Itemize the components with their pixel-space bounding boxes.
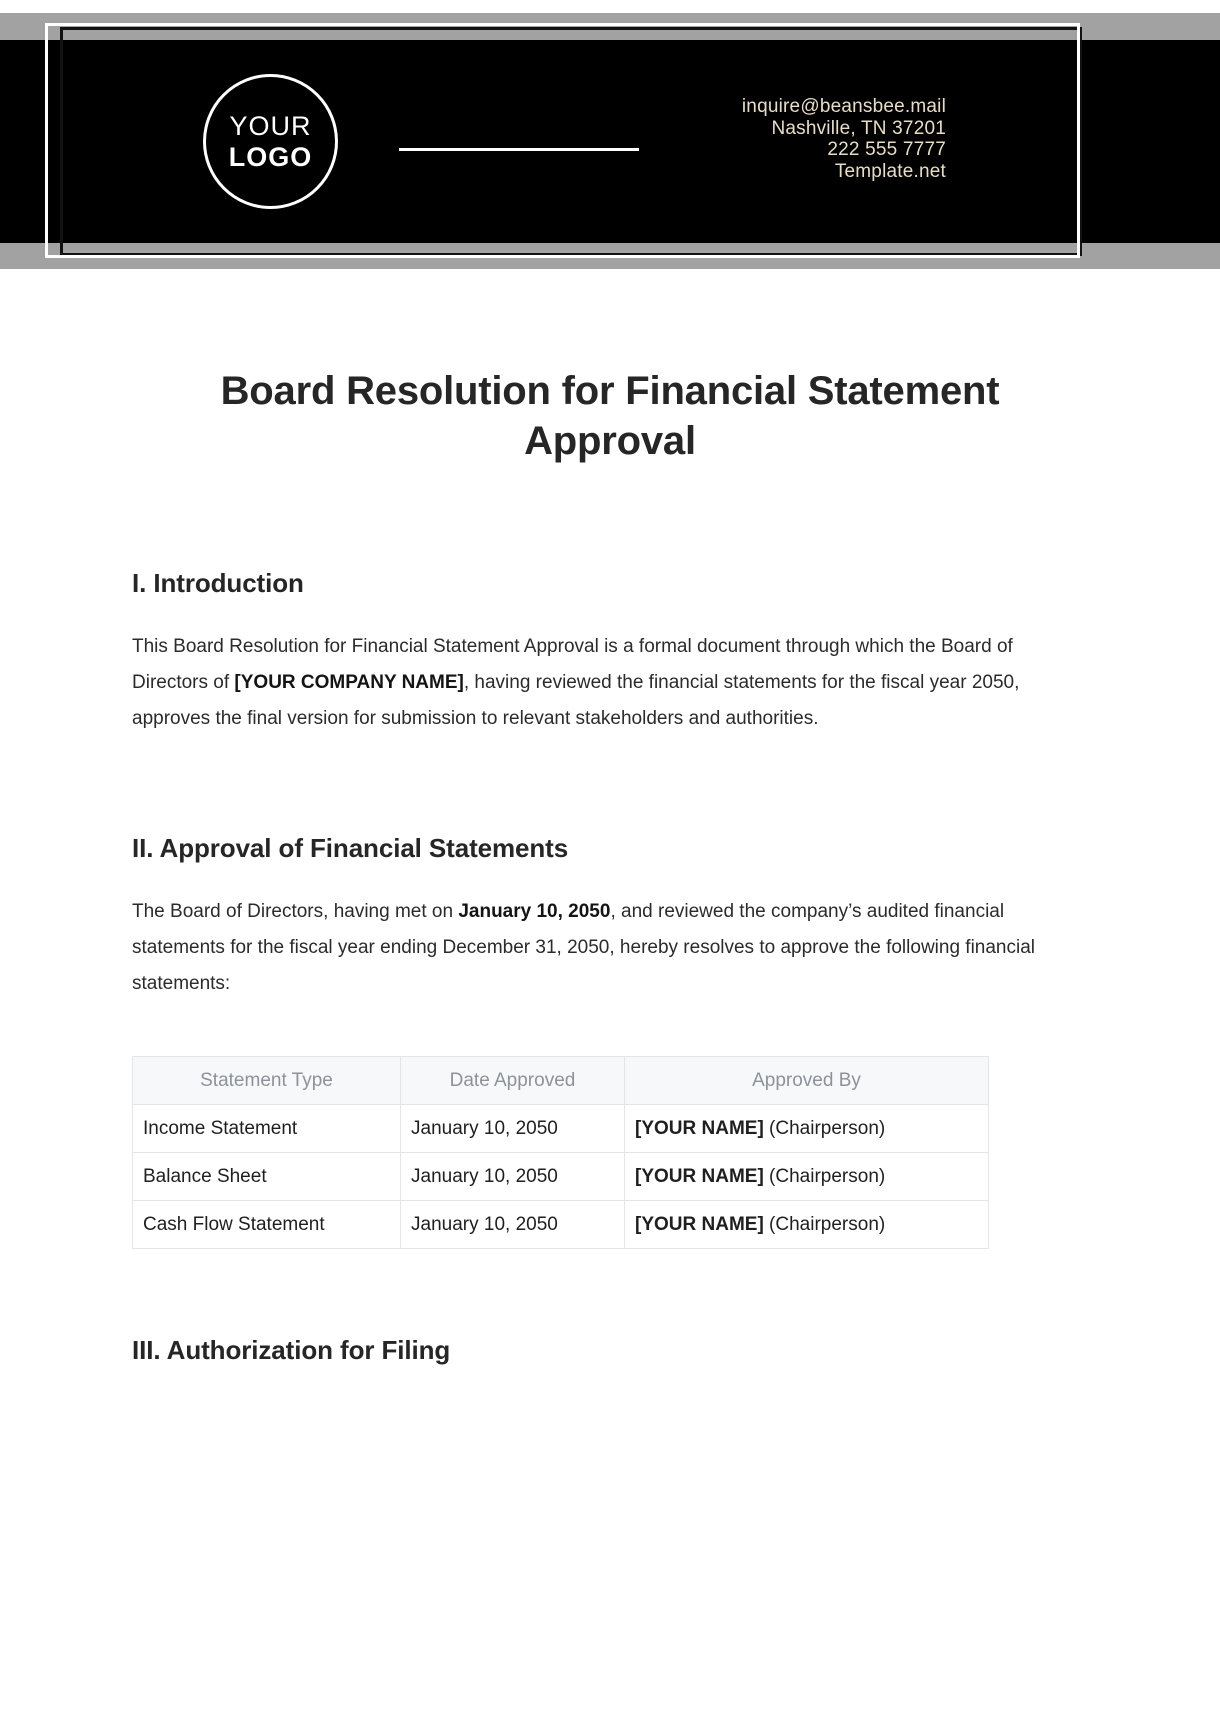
text-run: , and reviewed the company’s audited financial statements for the fiscal year ending December 31, 2050, hereby resolves to approve the following financial statements: <box>132 901 1036 994</box>
logo-line-your: YOUR <box>229 111 312 142</box>
approved-by-role: (Chairperson) <box>763 1213 886 1235</box>
header-contact-block <box>486 96 946 182</box>
text-run: , having reviewed the financial statements for the fiscal year 2050, approves the final version for submission to relevant stakeholders and authorities. <box>132 672 1020 729</box>
approved-by-name: [YOUR NAME] <box>635 1165 764 1187</box>
logo-line-logo: LOGO <box>228 141 313 172</box>
cell-statement-type: Balance Sheet <box>133 1153 401 1201</box>
column-header-statement-type: Statement Type <box>133 1057 401 1105</box>
table-header-row <box>133 1057 989 1105</box>
approved-by-role: (Chairperson) <box>763 1165 886 1187</box>
contact-email: inquire@beansbee.mail <box>741 96 946 117</box>
cell-approved-by <box>625 1105 989 1153</box>
column-header-date-approved: Date Approved <box>401 1057 625 1105</box>
table-row <box>133 1105 989 1153</box>
cell-statement-type: Income Statement <box>133 1105 401 1153</box>
emphasis-run: January 10, 2050 <box>458 901 611 922</box>
cell-statement-type: Cash Flow Statement <box>133 1201 401 1249</box>
table-row <box>133 1153 989 1201</box>
table-header <box>133 1057 989 1105</box>
approved-by-name: [YOUR NAME] <box>635 1213 764 1235</box>
section-paragraph-introduction <box>132 629 1088 737</box>
section-authorization <box>132 1335 1088 1366</box>
your-logo-placeholder <box>203 74 338 209</box>
section-heading-introduction: I. Introduction <box>132 568 304 598</box>
cell-date-approved: January 10, 2050 <box>401 1153 625 1201</box>
financial-statements-table <box>132 1056 989 1249</box>
cell-date-approved: January 10, 2050 <box>401 1201 625 1249</box>
section-heading-approval: II. Approval of Financial Statements <box>132 833 569 863</box>
page-title: Board Resolution for Financial Statement Approval <box>220 369 1000 463</box>
table-body <box>133 1105 989 1249</box>
contact-address: Nashville, TN 37201 <box>771 117 946 139</box>
contact-phone: 222 555 7777 <box>827 139 946 160</box>
section-paragraph-approval <box>132 894 1088 1002</box>
emphasis-run: [YOUR COMPANY NAME] <box>234 672 464 693</box>
section-approval <box>132 833 1088 1002</box>
cell-date-approved: January 10, 2050 <box>401 1105 625 1153</box>
cell-approved-by <box>625 1201 989 1249</box>
document-body <box>0 290 1220 1366</box>
text-run: The Board of Directors, having met on <box>132 901 459 922</box>
section-heading-authorization: III. Authorization for Filing <box>132 1335 451 1365</box>
text-run: This Board Resolution for Financial Statement Approval is a formal document through which the Board of Directors of <box>132 636 1013 693</box>
table-row <box>133 1201 989 1249</box>
document-header-banner <box>0 0 1220 290</box>
approved-by-role: (Chairperson) <box>763 1117 886 1139</box>
contact-website: Template.net <box>834 160 946 182</box>
cell-approved-by <box>625 1153 989 1201</box>
section-introduction <box>132 568 1088 737</box>
column-header-approved-by: Approved By <box>625 1057 989 1105</box>
approved-by-name: [YOUR NAME] <box>635 1117 764 1139</box>
